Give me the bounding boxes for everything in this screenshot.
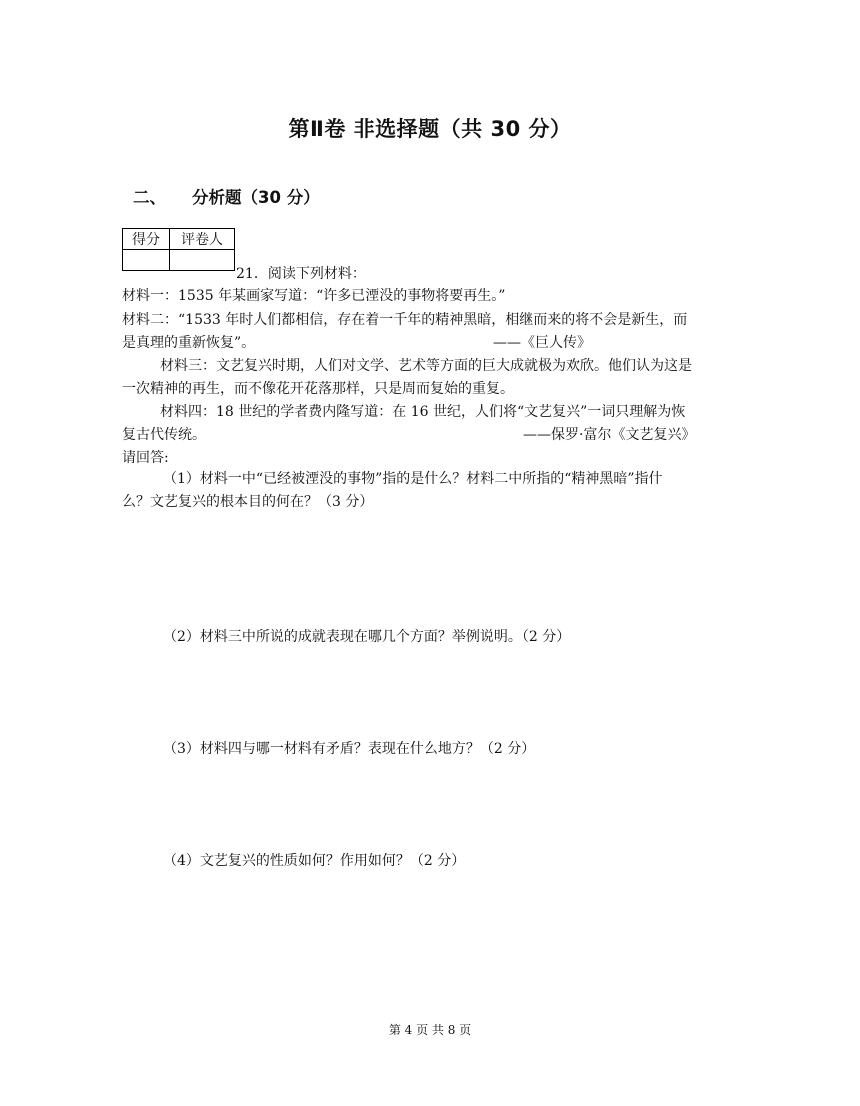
page-footer: 第 4 页 共 8 页 <box>388 1023 472 1037</box>
grader-header: 评卷人 <box>170 229 235 250</box>
page-title: 第Ⅱ卷 非选择题（共 30 分） <box>288 117 572 141</box>
score-cell <box>123 250 170 271</box>
material-two-line1: 材料二：“1533 年时人们都相信，存在着一千年的精神黑暗，相继而来的将不会是新生，而 <box>122 312 688 328</box>
material-one: 材料一：1535 年某画家写道：“许多已湮没的事物将要再生。” <box>122 288 506 304</box>
sub-question-4: （4）文艺复兴的性质如何？作用如何？（2 分） <box>163 853 466 869</box>
material-three-line1: 材料三：文艺复兴时期，人们对文学、艺术等方面的巨大成就极为欢欣。他们认为这是 <box>160 358 692 374</box>
material-four-line1: 材料四：18 世纪的学者费内隆写道：在 16 世纪，人们将“文艺复兴”一词只理解为恢 <box>160 404 686 420</box>
sub-question-3: （3）材料四与哪一材料有矛盾？表现在什么地方？（2 分） <box>163 741 536 757</box>
sub-question-2: （2）材料三中所说的成就表现在哪几个方面？举例说明。（2 分） <box>163 629 571 645</box>
sub-question-1-line1: （1）材料一中“已经被湮没的事物”指的是什么？材料二中所指的“精神黑暗”指什 <box>163 471 663 487</box>
material-four-line2: 复古代传统。 <box>122 427 206 443</box>
section-number: 二、 <box>133 188 166 207</box>
material-four-source: ——保罗·富尔《文艺复兴》 <box>523 427 696 443</box>
question-intro: 21．阅读下列材料： <box>236 266 366 282</box>
answer-prompt: 请回答: <box>122 450 169 466</box>
score-table <box>122 228 235 271</box>
material-two-line2: 是真理的重新恢复”。 <box>122 335 256 351</box>
section-title: 分析题（30 分） <box>192 188 320 207</box>
section-heading <box>133 184 320 208</box>
material-three-line2: 一次精神的再生，而不像花开花落那样，只是周而复始的重复。 <box>122 381 514 397</box>
material-two-source: ——《巨人传》 <box>493 335 591 351</box>
grader-cell <box>170 250 235 271</box>
sub-question-1-line2: 么？文艺复兴的根本目的何在？（3 分） <box>122 494 374 510</box>
score-header: 得分 <box>123 229 170 250</box>
